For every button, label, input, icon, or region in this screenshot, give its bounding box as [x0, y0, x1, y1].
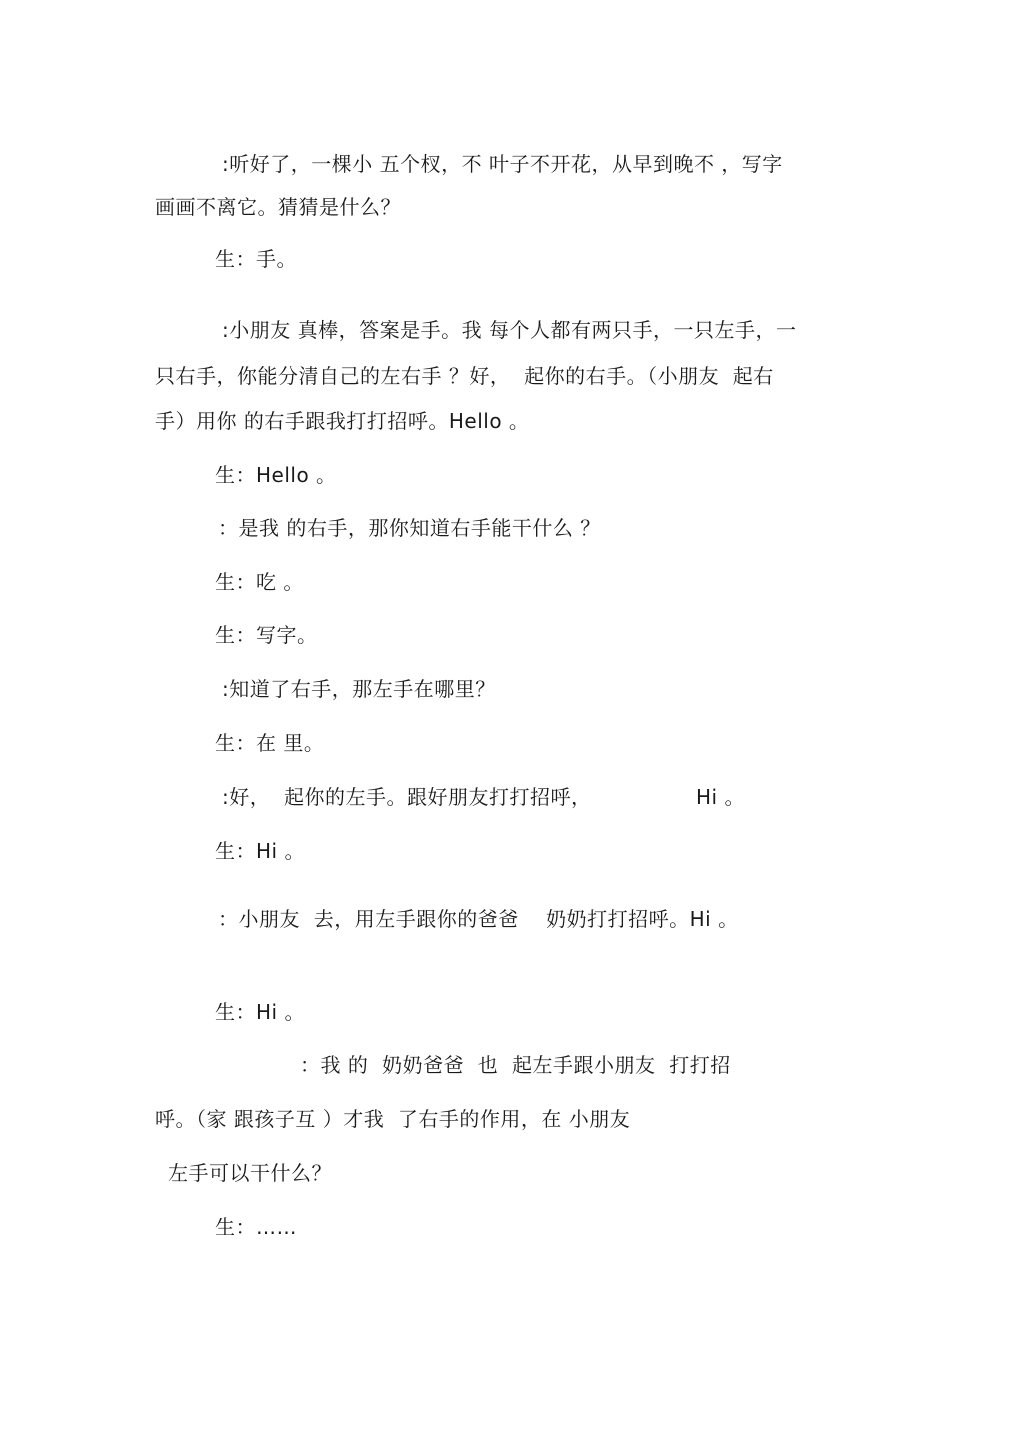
text-line: 画画不离它。猜猜是什么？ [155, 195, 401, 219]
text-line: 生：Hello 。 [215, 463, 337, 487]
text-line: 呼。（家 跟孩子互 ）才我 了右手的作用，在 小朋友 [155, 1107, 631, 1131]
text-line: 生：在 里。 [215, 731, 325, 755]
text-line: :小朋友 真棒，答案是手。我 每个人都有两只手，一只左手，一 [222, 318, 797, 342]
text-line: 生：手。 [215, 247, 297, 271]
text-line: 手）用你 的右手跟我打打招呼。Hello 。 [155, 409, 530, 433]
text-line: 生：吃 。 [215, 570, 304, 594]
text-line: :好， 起你的左手。跟好朋友打打招呼， [222, 785, 592, 809]
text-line: :知道了右手，那左手在哪里？ [222, 677, 496, 701]
text-line: ：小朋友 去，用左手跟你的爸爸 奶奶打打招呼。Hi 。 [218, 907, 739, 931]
text-line: 只右手，你能分清自己的左右手 ？好， 起你的右手。（小朋友 起右 [155, 364, 774, 388]
text-line: ：是我 的右手，那你知道右手能干什么 ？ [218, 516, 601, 540]
text-line: 生：写字。 [215, 623, 318, 647]
text-line: 生：…… [215, 1215, 297, 1239]
text-line: 生：Hi 。 [215, 839, 305, 863]
text-line: 生：Hi 。 [215, 1000, 305, 1024]
text-line: ：我 的 奶奶爸爸 也 起左手跟小朋友 打打招 [300, 1053, 731, 1077]
text-line: Hi 。 [696, 785, 745, 809]
text-line: 左手可以干什么？ [168, 1161, 332, 1185]
text-line: :听好了，一棵小 五个杈，不 叶子不开花，从早到晚不 ，写字 [222, 152, 783, 176]
